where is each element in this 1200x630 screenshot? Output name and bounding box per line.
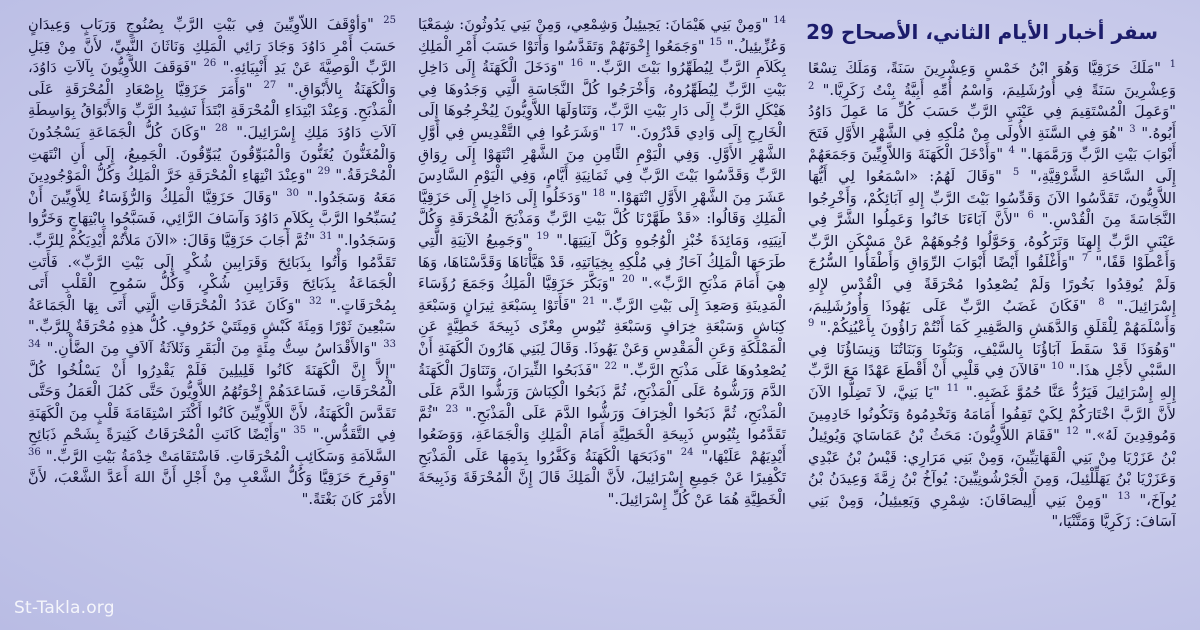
- verse-text: "مَلَكَ حَزَقِيَّا وَهُوَ ابْنُ خَمْسٍ وَعِشْرِينَ سَنَةً، وَمَلَكَ تِسْعًا وَعِشْرِينَ سَنَةً فِي أُورُشَلِيمَ، وَاسْمُ أُمِّهِ أَبِيَّةُ بِنْتُ زَكَرِيَّا.": [808, 60, 1176, 99]
- verse-text: "هُوَ فِي السَّنَةِ الأُولَى مِنْ مُلْكِهِ فِي الشَّهْرِ الأَوَّلِ فَتَحَ أَبْوَابَ بَيْتِ الرَّبِّ وَرَمَّمَهَا.": [808, 124, 1176, 164]
- verse-number: 36: [28, 447, 41, 459]
- verse-text: "وَمِنْ بَنِي هَيْمَانَ: يَحِيئِيلُ وَشِمْعِي، وَمِنْ بَنِي يَدُوثُونَ: شِمَعْيَا وَعُزِّيئِيلُ.": [418, 16, 786, 55]
- verse-number: 21: [582, 295, 596, 307]
- verse-number: 11: [946, 383, 960, 395]
- verse-number: 34: [28, 339, 41, 351]
- verse-text: "وَكَانَ كُلُّ الْجَمَاعَةِ يَسْجُدُونَ وَالْمُغَنُّونَ يُغَنُّونَ وَالْمُبَوِّقُونَ يُبَوِّقُونَ. الْجَمِيعُ، إِلَى أَنِ انْتَهَتِ الْمُحْرَقَةُ.": [28, 123, 396, 185]
- verse-text: "فَوَقَفَ اللاَّوِيُّونَ بِآلاَتِ دَاوُدَ، وَالْكَهَنَةُ بِالأَبْوَاقِ.": [28, 59, 396, 98]
- verse-number: 19: [536, 231, 550, 243]
- verse-text: "فَقَامَ اللاَّوِيُّونَ: مَحَثُ بْنُ عَمَاسَايَ وَيُوئِيلُ بْنُ عَزَرْيَا مِنْ بَنِي الْقَهَاتِيِّينَ، وَمِنْ بَنِي مَرَارِي: قَيْسُ بْنُ عَبْدِي وَعَزَرْيَا بْنُ يَهَلِّلْئِيلَ، وَمِنَ الْجَرْشُونِيِّينَ: يُوآخُ بْنُ زِمَّةَ وَعِيدَنُ بْنُ يُوآخَ،": [808, 427, 1176, 509]
- verse-number: 5: [1012, 167, 1020, 179]
- verse-number: 12: [1066, 426, 1079, 438]
- verse-number: 32: [308, 295, 322, 307]
- verse-text: "ثُمَّ تَقَدَّمُوا بِتُيُوسِ ذَبِيحَةِ الْخَطِيَّةِ أَمَامَ الْمَلِكِ وَالْجَمَاعَةِ، وَوَضَعُوا أَيْدِيَهُمْ عَلَيْهَا،": [418, 404, 786, 465]
- verse-text: "وَشَرَعُوا فِي التَّقْدِيسِ فِي أَوَّلِ الشَّهْرِ الأَوَّلِ. وَفِي الْيَوْمِ الثَّامِنِ مِنَ الشَّهْرِ انْتَهَوْا إِلَى رِوَاقِ الرَّبِّ وَقَدَّسُوا بَيْتَ الرَّبِّ فِي ثَمَانِيَةِ أَيَّامٍ، وَفِي الْيَوْمِ السَّادِسَ عَشَرَ مِنَ الشَّهْرِ الأَوَّلِ انْتَهَوْا.": [418, 123, 786, 206]
- verse-text: "وَبَكَّرَ حَزَقِيَّا الْمَلِكُ وَجَمَعَ رُؤَسَاءَ الْمَدِينَةِ وَصَعِدَ إِلَى بَيْتِ الرَّبِّ.": [418, 275, 786, 314]
- verse-text: "وَالأَقْدَاسُ سِتُّ مِئَةٍ مِنَ الْبَقَرِ وَثَلاَثَةُ آلاَفٍ مِنَ الضَّأْنِ.": [46, 339, 378, 357]
- verse-number: 30: [286, 187, 299, 199]
- verse-text: "ثُمَّ أَجَابَ حَزَقِيَّا وَقَالَ: «الآنَ مَلأْتُمْ أَيْدِيَكُمْ لِلرَّبِّ. تَقَدَّمُوا وَأْتُوا بِذَبَائِحَ وَقَرَابِينِ شُكْرٍ إِلَى بَيْتِ الرَّبِّ». فَأَتَتِ الْجَمَاعَةُ بِذَبَائِحَ وَقَرَابِينِ شُكْرٍ، وَكُلُّ سَمُوحِ الْقَلْبِ أَتَى بِمُحْرَقَاتٍ.": [28, 231, 396, 314]
- verse-number: 33: [383, 339, 396, 351]
- verse-number: 3: [1129, 123, 1136, 135]
- verse-text: "وَأَوْقَفَ اللاَّوِيِّينَ فِي بَيْتِ الرَّبِّ بِصُنُوجٍ وَرَبَابٍ وَعِيدَانٍ حَسَبَ أَمْرِ دَاوُدَ وَجَادَ رَائِي الْمَلِكِ وَنَاثَانَ النَّبِيِّ، لأَنَّ مِنْ قِبَلِ الرَّبِّ الْوَصِيَّةَ عَنْ يَدِ أَنْبِيَائِهِ.": [28, 16, 396, 77]
- verse-text: "فَالآنَ فِي قَلْبِي أَنْ أَقْطَعَ عَهْدًا مَعَ الرَّبِّ إِلهِ إِسْرَائِيلَ فَيَرُدُّ عَنَّا حُمُوَّ غَضَبِهِ.": [808, 362, 1176, 401]
- verse-column-right: [808, 14, 1176, 590]
- verse-text: "وَجَمِيعُ الآنِيَةِ الَّتِي طَرَحَهَا الْمَلِكُ آحَازُ فِي مُلْكِهِ بِخِيَانَتِهِ، قَدْ هَيَّأْنَاهَا وَقَدَّسْنَاهَا، وَهَا هِيَ أَمَامَ مَذْبَحِ الرَّبِّ».": [418, 231, 786, 293]
- verse-number: 26: [203, 58, 217, 70]
- verse-number: 35: [293, 425, 307, 437]
- verse-number: 16: [570, 58, 584, 70]
- verse-text: "إِلاَّ إِنَّ الْكَهَنَةَ كَانُوا قَلِيلِينَ فَلَمْ يَقْدِرُوا أَنْ يَسْلُخُوا كُلَّ الْمُحْرَقَاتِ، فَسَاعَدَهُمْ إِخْوَتُهُمُ اللاَّوِيُّونَ حَتَّى كَمُلَ الْعَمَلُ وَحَتَّى تَقَدَّسَ الْكَهَنَةُ، لأَنَّ اللاَّوِيِّينَ كَانُوا أَكْثَرَ اسْتِقَامَةَ قَلْبٍ مِنَ الْكَهَنَةِ فِي التَّقَدُّسِ.": [28, 361, 396, 444]
- verse-number: 20: [621, 274, 635, 286]
- verse-number: 15: [709, 36, 723, 48]
- verse-text: "وَأَيْضًا كَانَتِ الْمُحْرَقَاتُ كَثِيرَةً بِشَحْمِ ذَبَائِحِ السَّلاَمَةِ وَسَكَائِبِ الْمُحْرَقَاتِ. فَاسْتَقَامَتْ خِدْمَةُ بَيْتِ الرَّبِّ.": [28, 426, 396, 465]
- verse-text: "وَقَالَ حَزَقِيَّا الْمَلِكُ وَالرُّؤَسَاءُ لِلاَّوِيِّينَ أَنْ يُسَبِّحُوا الرَّبَّ بِكَلاَمِ دَاوُدَ وَآسَافَ الرَّائِي، فَسَبَّحُوا بِابْتِهَاجٍ وَخَرُّوا وَسَجَدُوا.": [28, 188, 396, 249]
- verse-number: 1: [1169, 59, 1176, 71]
- verse-number: 7: [1081, 253, 1089, 265]
- verse-number: 27: [263, 79, 277, 91]
- verse-column-left: [28, 14, 396, 590]
- verse-number: 22: [604, 360, 618, 372]
- verse-text: "وَعَمِلَ الْمُسْتَقِيمَ فِي عَيْنَيِ الرَّبِّ حَسَبَ كُلِّ مَا عَمِلَ دَاوُدُ أَبُوهُ.": [808, 103, 1176, 142]
- verse-number: 18: [592, 187, 606, 199]
- verse-text: "وَجَمَعُوا إِخْوَتَهُمْ وَتَقَدَّسُوا وَأَتَوْا حَسَبَ أَمْرِ الْمَلِكِ بِكَلاَمِ الرَّبِّ لِيُطَهِّرُوا بَيْتَ الرَّبِّ.": [418, 37, 786, 77]
- verse-number: 31: [319, 231, 333, 243]
- site-watermark: St-Takla.org: [14, 598, 115, 618]
- verse-number: 8: [1098, 296, 1105, 308]
- verse-number: 6: [1027, 210, 1034, 222]
- verse-column-middle: [418, 14, 786, 590]
- verse-text: "يَا بَنِيَّ، لاَ تَضِلُّوا الآنَ لأَنَّ الرَّبَّ اخْتَارَكُمْ لِكَيْ تَقِفُوا أَمَامَهُ وَتَخْدِمُوهُ وَتَكُونُوا خَادِمِينَ وَمُوقِدِينَ لَهُ».": [808, 383, 1176, 445]
- verse-text: "وَفَرِحَ حَزَقِيَّا وَكُلُّ الشَّعْبِ مِنْ أَجْلِ أَنَّ اللهَ أَعَدَّ الشَّعْبَ، لأَنَّ الأَمْرَ كَانَ بَغْتَةً.": [28, 469, 396, 509]
- page-title: سفر أخبار الأيام الثاني، الأصحاح 29: [806, 20, 1158, 44]
- verse-text: "فَكَانَ غَضَبُ الرَّبِّ عَلَى يَهُوذَا وَأُورُشَلِيمَ، وَأَسْلَمَهُمْ لِلْقَلَقِ وَالدَّهَشِ وَالصَّفِيرِ كَمَا أَنْتُمْ رَاؤُونَ بِأَعْيُنِكُمْ.": [808, 297, 1176, 337]
- verse-text: "وَعِنْدَ انْتِهَاءِ الْمُحْرَقَةِ خَرَّ الْمَلِكُ وَكُلُّ الْمَوْجُودِينَ مَعَهُ وَسَجَدُوا.": [28, 167, 396, 206]
- verse-number: 4: [1008, 145, 1015, 157]
- verse-number: 9: [808, 318, 815, 330]
- verse-text: "وَكَانَ عَدَدُ الْمُحْرَقَاتِ الَّتِي أَتَى بِهَا الْجَمَاعَةُ سَبْعِينَ ثَوْرًا وَمِئَةَ كَبْشٍ وَمِئَتَيْ خَرُوفٍ. كُلُّ هذِهِ مُحْرَقَةٌ لِلرَّبِّ.": [28, 296, 396, 336]
- verse-number: 17: [611, 123, 625, 135]
- verse-text: "لأَنَّ آبَاءَنَا خَانُوا وَعَمِلُوا الشَّرَّ فِي عَيْنَيِ الرَّبِّ إِلهِنَا وَتَرَكُوهُ، وَحَوَّلُوا وُجُوهَهُمْ عَنْ مَسْكَنِ الرَّبِّ وَأَعْطَوْا قَفًا،": [808, 211, 1176, 272]
- verse-text: "وَأَدْخَلَ الْكَهَنَةَ وَاللاَّوِيِّينَ وَجَمَعَهُمْ إِلَى السَّاحَةِ الشَّرْقِيَّةِ،": [808, 146, 1176, 185]
- verse-text: "وَهُوَذَا قَدْ سَقَطَ آبَاؤُنَا بِالسَّيْفِ، وَبَنُونَا وَبَنَاتُنَا وَنِسَاؤُنَا فِي السَّبْيِ لأَجْلِ هذَا.": [808, 340, 1176, 380]
- verse-text: "وَدَخَلَ الْكَهَنَةُ إِلَى دَاخِلِ بَيْتِ الرَّبِّ لِيُطَهِّرُوهُ، وَأَخْرَجُوا كُلَّ النَّجَاسَةِ الَّتِي وَجَدُوهَا فِي هَيْكَلِ الرَّبِّ إِلَى دَارِ بَيْتِ الرَّبِّ، وَتَنَاوَلَهَا اللاَّوِيُّونَ لِيُخْرِجُوهَا إِلَى الْخَارِجِ إِلَى وَادِي قَدْرُونَ.": [418, 59, 786, 141]
- verse-number: 2: [808, 80, 815, 92]
- verse-number: 24: [680, 447, 694, 459]
- verse-text: "فَذَبَحُوا الثِّيرَانَ، وَتَنَاوَلَ الْكَهَنَةُ الدَّمَ وَرَشُّوهُ عَلَى الْمَذْبَحِ، ثُمَّ ذَبَحُوا الْكِبَاشَ وَرَشُّوا الدَّمَ عَلَى الْمَذْبَحِ، ثُمَّ ذَبَحُوا الْخِرَافَ وَرَشُّوا الدَّمَ عَلَى الْمَذْبَحِ.": [418, 361, 786, 422]
- verse-number: 13: [1117, 491, 1131, 503]
- verse-number: 10: [1051, 361, 1064, 373]
- verse-text: "فَأَتَوْا بِسَبْعَةِ ثِيرَانٍ وَسَبْعَةِ كِبَاشٍ وَسَبْعَةِ خِرَافٍ وَسَبْعَةِ تُيُوسِ مِعْزًى ذَبِيحَةَ خَطِيَّةٍ عَنِ الْمَمْلَكَةِ وَعَنِ الْمَقْدِسِ وَعَنْ يَهُوذَا. وَقَالَ لِبَنِي هَارُونَ الْكَهَنَةِ أَنْ يُصْعِدُوهَا عَلَى مَذْبَحِ الرَّبِّ.": [418, 296, 786, 379]
- verse-text: "وَقَالَ لَهُمُ: «اسْمَعُوا لِي أَيُّهَا اللاَّوِيُّونَ، تَقَدَّسُوا الآنَ وَقَدِّسُوا بَيْتَ الرَّبِّ إِلهِ آبَائِكُمْ، وَأَخْرِجُوا النَّجَاسَةَ مِنَ الْقُدْسِ.": [808, 167, 1176, 229]
- verse-number: 29: [317, 166, 331, 178]
- verse-text: "وَدَخَلُوا إِلَى دَاخِلٍ إِلَى حَزَقِيَّا الْمَلِكِ وَقَالُوا: «قَدْ طَهَّرْنَا كُلَّ بَيْتِ الرَّبِّ وَمَذْبَحَ الْمُحْرَقَةِ وَكُلَّ آنِيَتِهِ، وَمَائِدَةَ خُبْزِ الْوُجُوهِ وَكُلَّ آنِيَتِهَا.": [418, 188, 786, 249]
- verse-number: 14: [773, 15, 786, 27]
- verse-text: "وَذَبَحَهَا الْكَهَنَةُ وَكَفَّرُوا بِدَمِهَا عَلَى الْمَذْبَحِ تَكْفِيرًا عَنْ جَمِيعِ إِسْرَائِيلَ، لأَنَّ الْمَلِكَ قَالَ إِنَّ الْمُحْرَقَةَ وَذَبِيحَةَ الْخَطِيَّةِ هُمَا عَنْ كُلِّ إِسْرَائِيلَ.": [418, 447, 786, 509]
- verse-text: "وَأَمَرَ حَزَقِيَّا بِإِصْعَادِ الْمُحْرَقَةِ عَلَى الْمَذْبَحِ. وَعِنْدَ ابْتِدَاءِ الْمُحْرَقَةِ ابْتَدَأَ نَشِيدُ الرَّبِّ وَالأَبْوَاقُ بِوَاسِطَةِ آلاَتِ دَاوُدَ مَلِكِ إِسْرَائِيلَ.": [28, 80, 396, 141]
- verse-number: 25: [383, 15, 396, 27]
- verse-text: "وَأَغْلَقُوا أَيْضًا أَبْوَابَ الرِّوَاقِ وَأَطْفَأُوا السُّرُجَ وَلَمْ يُوقِدُوا بَخُورًا وَلَمْ يُصْعِدُوا مُحْرَقَةً فِي الْقُدْسِ لإِلهِ إِسْرَائِيلَ.": [808, 254, 1176, 315]
- verse-text: "وَمِنْ بَنِي أَلِيصَافَانَ: شِمْرِي وَيَعِيئِيلُ، وَمِنْ بَنِي آسَافَ: زَكَرِيَّا وَمَتَّنْيَا،": [808, 491, 1176, 531]
- verse-columns: [28, 14, 1176, 590]
- verse-number: 28: [215, 123, 228, 135]
- verse-number: 23: [445, 403, 459, 415]
